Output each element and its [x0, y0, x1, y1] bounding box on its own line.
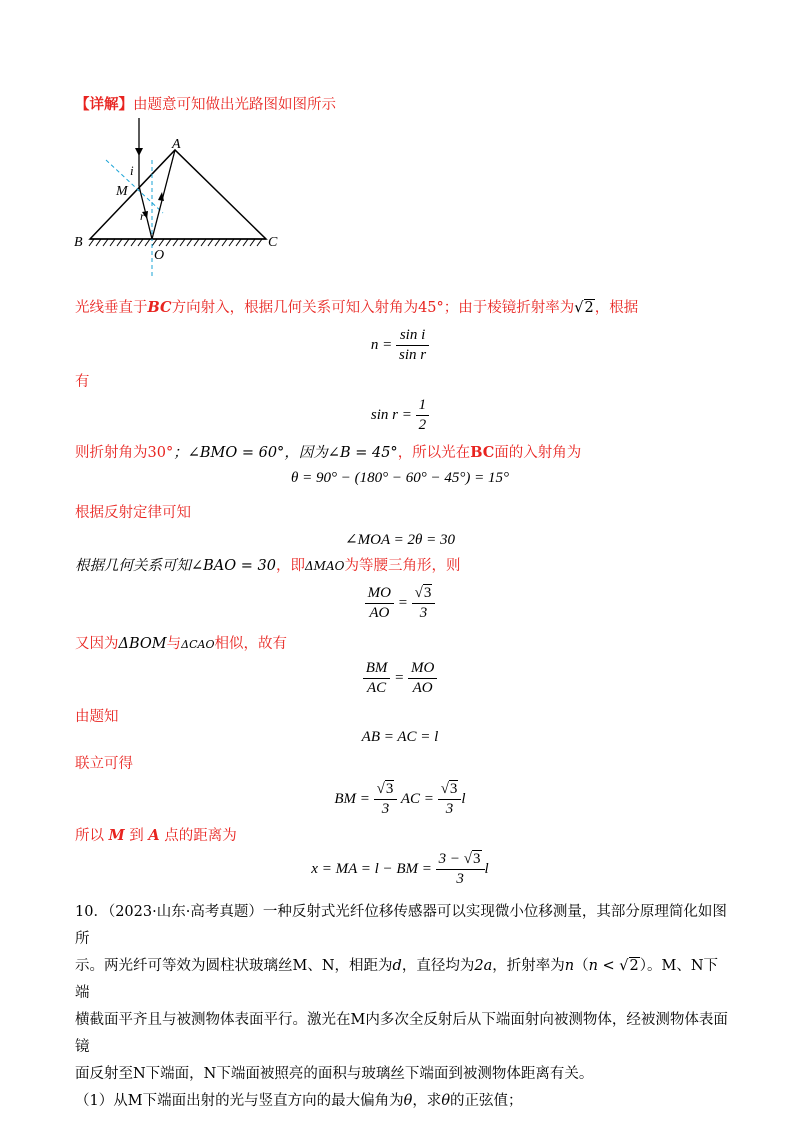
formula-similar: $\frac{BM}{AC}$ = $\frac{MO}{AO}$	[0, 659, 800, 698]
problem-question-1: （1）从M下端面出射的光与竖直方向的最大偏角为θ，求θ的正弦值；	[75, 1093, 523, 1109]
incident-arrow	[135, 148, 143, 156]
light-path-diagram	[68, 118, 308, 278]
formula-theta: θ = 90° − (180° − 60° − 45°) = 15°	[291, 470, 509, 486]
formula-sin-r: sin r = $\frac{1}{2}$	[0, 396, 800, 435]
formula-bm: BM = $\frac{√3}{3}$ AC = $\frac{√3}{3}$ l	[334, 781, 466, 817]
label-A: A	[172, 137, 181, 152]
formula-snell: n = $\frac{\text{sin i}}{\text{sin r}}$	[0, 326, 800, 365]
reflected-ray	[152, 150, 175, 239]
text-line-6: 又因为ΔBOM与ΔCAO相似，故有	[75, 636, 287, 652]
problem-line-2: 示。两光纤可等效为圆柱状玻璃丝M、N，相距为d，直径均为2a，折射率为n（n < √2）。M、N下端	[75, 958, 719, 1001]
text-line-5: 根据几何关系可知∠BAO = 30，即ΔMAO为等腰三角形，则	[75, 558, 461, 574]
label-O: O	[154, 248, 165, 263]
detail-intro: 由题意可知做出光路图如图所示	[133, 97, 336, 113]
problem-10	[75, 899, 730, 1115]
text-line-3: 则折射角为30°；∠BMO = 60°，因为∠B = 45°，所以光在BC面的入射角为	[75, 444, 582, 461]
label-r: r	[140, 209, 145, 223]
label-B: B	[74, 235, 83, 250]
label-i: i	[130, 163, 134, 178]
problem-line-3: 横截面平齐且与被测物体表面平行。激光在M内多次全反射后从下端面射向被测物体，经被测物体表面镜	[75, 1012, 728, 1055]
formula-mo-ao: $\frac{MO}{AO}$ = $\frac{√3}{3}$	[0, 584, 800, 623]
formula-x: x = MA = l − BM = $\frac{3 - √3}{3}$ l	[311, 851, 489, 887]
normal-at-M	[106, 160, 163, 213]
detail-heading	[75, 95, 336, 115]
label-C: C	[268, 235, 278, 250]
text-line-8: 联立可得	[75, 756, 133, 772]
problem-line-1: 10．（2023·山东·高考真题）一种反射式光纤位移传感器可以实现微小位移测量，其部分原理简化如图所	[75, 904, 727, 947]
text-line-7: 由题知	[75, 709, 119, 725]
text-line-9: 所以 M 到 A 点的距离为	[75, 827, 237, 844]
text-line-2: 有	[75, 374, 90, 390]
formula-moa: ∠MOA = 2θ = 30	[345, 532, 455, 548]
text-line-4: 根据反射定律可知	[75, 505, 191, 521]
text-line-1: 光线垂直于BC方向射入，根据几何关系可知入射角为45°；由于棱镜折射率为√2，根据	[75, 299, 639, 316]
detail-tag: 【详解】	[75, 96, 133, 113]
formula-ab-ac: AB = AC = l	[361, 729, 439, 745]
label-M: M	[116, 184, 128, 199]
mirror-hatching	[89, 239, 266, 246]
problem-line-4: 面反射至N下端面，N下端面被照亮的面积与玻璃丝下端面到被测物体距离有关。	[75, 1066, 594, 1082]
